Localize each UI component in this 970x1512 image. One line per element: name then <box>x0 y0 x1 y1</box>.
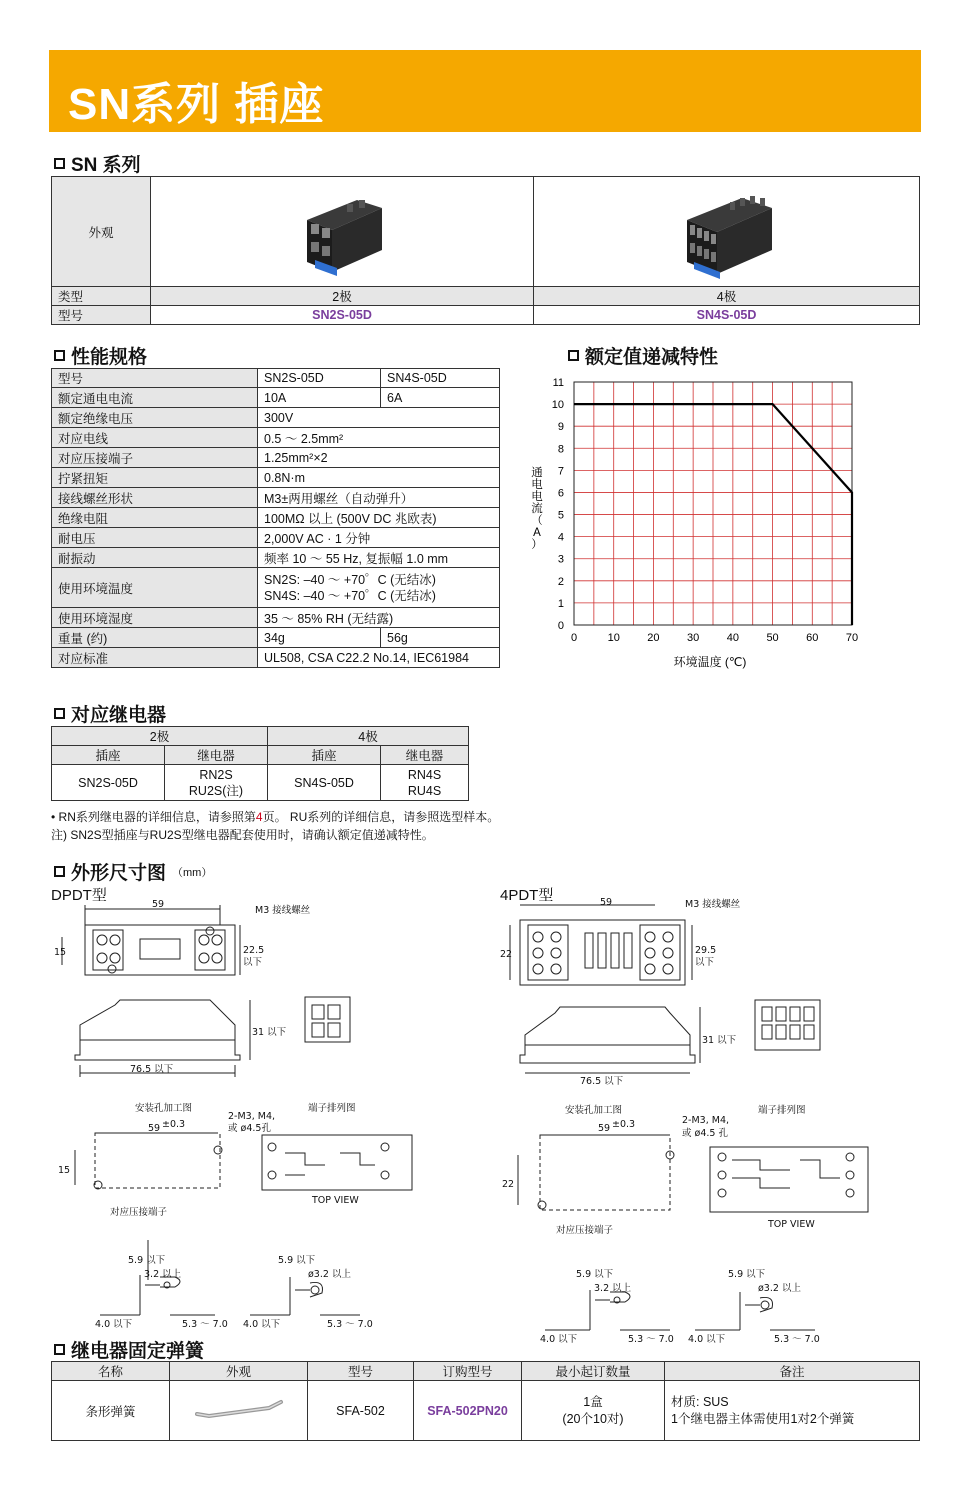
4pdt-mount-holes: 2-M3, M4, <box>682 1115 730 1126</box>
relay-col-relay: 继电器 <box>381 746 469 765</box>
relay-notes <box>51 808 931 844</box>
4pdt-label: 4PDT型 <box>500 887 554 904</box>
y-label-char: A <box>533 527 541 539</box>
perf-label: 对应电线 <box>52 428 258 448</box>
spring-remark-usage: 1个继电器主体需使用1对2个弹簧 <box>671 1411 855 1426</box>
x-tick-label: 10 <box>607 632 620 644</box>
perf-value: 0.5 ～ 2.5mm² <box>258 428 500 448</box>
dim-dpdt-crimp2-32: ø3.2 以上 <box>308 1269 351 1280</box>
dim-dpdt-crimp-40: 4.0 以下 <box>95 1319 133 1330</box>
perf-label: 重量 (约) <box>52 628 258 648</box>
section-heading-text: 继电器固定弹簧 <box>71 1341 205 1362</box>
temp-sn2s: SN2S: –40 ～ +70゜C (无结冰) <box>264 572 436 587</box>
y-label-char: 通 <box>531 467 543 479</box>
dpdt-terminal-title: 端子排列图 <box>308 1103 356 1114</box>
chart-grid <box>574 382 852 625</box>
spring-order-model: SFA-502PN20 <box>414 1381 522 1441</box>
dim-4pdt-31: 31 以下 <box>702 1035 737 1046</box>
perf-label: 对应标准 <box>52 648 258 668</box>
row-label-type: 类型 <box>52 287 151 306</box>
relay-ru2s: RU2S(注) <box>188 783 244 798</box>
product-image-cell-4pole <box>534 177 920 287</box>
perf-value: 0.8N·m <box>258 468 500 488</box>
spring-image-cell <box>170 1381 308 1441</box>
4pdt-dimension-drawing <box>490 895 930 1350</box>
y-label-char: 电 <box>531 479 543 491</box>
relay-col-socket: 插座 <box>268 746 381 765</box>
note-text: • RN系列继电器的详细信息，请参照第 <box>51 810 256 824</box>
section-heading-relays <box>54 700 166 727</box>
y-label-char: 电 <box>531 491 543 503</box>
perf-label: 使用环境湿度 <box>52 608 258 628</box>
perf-value: 34g <box>258 628 381 648</box>
dpdt-dimension-drawing <box>40 895 480 1335</box>
checkbox-square-icon <box>54 866 65 877</box>
relay-group-4pole: 4极 <box>268 727 469 746</box>
dim-4pdt-mount-59: 59 <box>598 1123 611 1134</box>
type-2pole: 2极 <box>151 287 534 306</box>
spring-table <box>51 1361 920 1441</box>
section-heading-text: 额定值递减特性 <box>585 347 719 368</box>
dim-4pdt-76-5: 76.5 以下 <box>580 1076 624 1087</box>
relay-col-relay: 继电器 <box>165 746 268 765</box>
performance-table <box>51 368 500 668</box>
perf-value: UL508, CSA C22.2 No.14, IEC61984 <box>258 648 500 668</box>
spring-name: 条形弹簧 <box>52 1381 170 1441</box>
dim-4pdt-crimp-53: 5.3 ～ 7.0 <box>628 1334 674 1345</box>
model-2pole: SN2S-05D <box>151 306 534 325</box>
dpdt-mount-holes-alt: 或 ø4.5孔 <box>228 1123 271 1134</box>
y-tick-label: 2 <box>557 575 564 588</box>
dim-dpdt-crimp-53: 5.3 ～ 7.0 <box>182 1319 228 1330</box>
y-tick-label: 3 <box>557 553 564 566</box>
dim-4pdt-crimp-32: 3.2 以上 <box>594 1283 632 1294</box>
spring-col-model: 型号 <box>308 1362 414 1381</box>
4pdt-crimp-2 <box>745 1297 773 1312</box>
perf-value: 100MΩ 以上 (500V DC 兆欧表) <box>258 508 500 528</box>
spring-min-qty <box>522 1381 665 1441</box>
spring-col-min-qty: 最小起订数量 <box>522 1362 665 1381</box>
checkbox-square-icon <box>54 708 65 719</box>
dpdt-crimp-2 <box>295 1282 323 1297</box>
dim-dpdt-crimp-59: 5.9 以下 <box>128 1255 166 1266</box>
y-tick-label: 10 <box>551 399 564 412</box>
perf-value: M3±两用螺丝（自动弹升） <box>258 488 500 508</box>
section-heading-text: SN 系列 <box>71 155 141 176</box>
spring-col-appearance: 外观 <box>170 1362 308 1381</box>
dpdt-mount-holes: 2-M3, M4, <box>228 1111 276 1122</box>
dim-dpdt-screw: M3 接线螺丝 <box>255 905 311 916</box>
dim-4pdt-crimp2-32: ø3.2 以上 <box>758 1283 801 1294</box>
spring-remarks <box>665 1381 920 1441</box>
dim-4pdt-crimp2-59: 5.9 以下 <box>728 1269 766 1280</box>
dpdt-mount-title: 安装孔加工图 <box>135 1103 193 1114</box>
socket-2pole-photo-icon <box>287 180 397 280</box>
dim-4pdt-tol: ±0.3 <box>612 1119 636 1130</box>
y-tick-label: 11 <box>552 377 564 389</box>
x-tick-label: 60 <box>806 632 819 644</box>
row-label-appearance: 外观 <box>52 177 151 287</box>
section-heading-dimensions <box>54 858 212 885</box>
dpdt-crimp-title: 对应压接端子 <box>110 1207 168 1218</box>
relay-col-socket: 插座 <box>52 746 165 765</box>
section-heading-text: 对应继电器 <box>71 705 167 726</box>
section-heading-performance <box>54 342 147 369</box>
relay-ru4s: RU4S <box>407 783 442 798</box>
dpdt-side-outline <box>75 1000 240 1060</box>
section-heading-derating <box>568 342 718 369</box>
perf-value: 10A <box>258 388 381 408</box>
relay-note-1 <box>51 808 931 826</box>
note-page-number: 4 <box>255 810 263 824</box>
perf-value: 频率 10 ～ 55 Hz, 复振幅 1.0 mm <box>258 548 500 568</box>
relays-table <box>51 726 469 801</box>
chart-y-label <box>531 466 543 551</box>
dim-dpdt-le: 以下 <box>243 957 263 968</box>
y-label-char: （ <box>531 515 543 527</box>
dim-dpdt-22-5: 22.5 <box>243 945 265 956</box>
spring-col-remarks: 备注 <box>665 1362 920 1381</box>
row-label-model: 型号 <box>52 306 151 325</box>
4pdt-crimp-title: 对应压接端子 <box>556 1225 614 1236</box>
sn-series-table <box>51 176 920 325</box>
relay-relays-4pole <box>381 765 469 801</box>
perf-value: SN2S-05D <box>258 369 381 388</box>
perf-value: 56g <box>381 628 500 648</box>
relay-socket-2pole: SN2S-05D <box>52 765 165 801</box>
dim-dpdt-crimp2-40: 4.0 以下 <box>243 1319 281 1330</box>
y-tick-label: 4 <box>557 531 564 544</box>
dimensions-unit: （mm） <box>172 866 213 879</box>
dim-4pdt-crimp-40: 4.0 以下 <box>540 1334 578 1345</box>
perf-label: 额定绝缘电压 <box>52 408 258 428</box>
dim-4pdt-22: 22 <box>500 949 513 960</box>
relay-socket-4pole: SN4S-05D <box>268 765 381 801</box>
4pdt-top-outline <box>520 920 685 985</box>
dim-4pdt-crimp2-40: 4.0 以下 <box>688 1334 726 1345</box>
4pdt-terminal-layout <box>710 1147 868 1212</box>
dim-dpdt-crimp-32: 3.2 以上 <box>144 1269 182 1280</box>
dpdt-label: DPDT型 <box>51 887 107 904</box>
temp-sn4s: SN4S: –40 ～ +70゜C (无结冰) <box>264 588 436 603</box>
dim-dpdt-crimp2-59: 5.9 以下 <box>278 1255 316 1266</box>
x-tick-label: 40 <box>726 632 739 644</box>
x-tick-label: 70 <box>845 632 859 644</box>
perf-value-temp <box>258 568 500 608</box>
perf-value: 35 ～ 85% RH (无结露) <box>258 608 500 628</box>
section-heading-spring <box>54 1336 204 1363</box>
4pdt-top-view-label: TOP VIEW <box>768 1219 815 1230</box>
perf-label: 额定通电电流 <box>52 388 258 408</box>
4pdt-terminal-title: 端子排列图 <box>758 1105 806 1116</box>
perf-label: 对应压接端子 <box>52 448 258 468</box>
note-text: 页。 RU系列的详细信息，请参照选型样本。 <box>262 810 500 824</box>
perf-label: 绝缘电阻 <box>52 508 258 528</box>
dim-dpdt-mount-59: 59 <box>148 1123 161 1134</box>
y-tick-label: 1 <box>557 597 564 610</box>
x-tick-label: 0 <box>570 632 578 644</box>
dim-4pdt-59: 59 <box>600 897 613 908</box>
dpdt-terminal-layout <box>262 1135 412 1190</box>
4pdt-mount-title: 安装孔加工图 <box>565 1105 623 1116</box>
section-heading-sn-series <box>54 150 141 177</box>
dim-dpdt-crimp2-53: 5.3 ～ 7.0 <box>327 1319 373 1330</box>
4pdt-side-outline <box>520 1007 695 1063</box>
section-heading-text: 外形尺寸图 <box>71 863 167 884</box>
y-tick-label: 0 <box>557 620 564 632</box>
y-label-char: ） <box>531 539 543 551</box>
y-label-char: 流 <box>531 503 543 515</box>
dim-dpdt-76-5: 76.5 以下 <box>130 1064 174 1075</box>
section-heading-text: 性能规格 <box>71 347 148 368</box>
dim-4pdt-crimp-59: 5.9 以下 <box>576 1269 614 1280</box>
perf-label: 接线螺丝形状 <box>52 488 258 508</box>
type-4pole: 4极 <box>534 287 920 306</box>
y-tick-label: 6 <box>557 487 564 500</box>
relay-note-2: 注) SN2S型插座与RU2S型继电器配套使用时，请确认额定值递减特性。 <box>51 828 434 842</box>
spring-model: SFA-502 <box>308 1381 414 1441</box>
perf-label: 耐电压 <box>52 528 258 548</box>
spring-col-name: 名称 <box>52 1362 170 1381</box>
dim-4pdt-29-5: 29.5 <box>695 945 717 956</box>
perf-value: 6A <box>381 388 500 408</box>
x-tick-label: 30 <box>687 632 700 644</box>
model-4pole: SN4S-05D <box>534 306 920 325</box>
perf-value: SN4S-05D <box>381 369 500 388</box>
socket-4pole-photo-icon <box>672 180 782 280</box>
perf-value: 2,000V AC · 1 分钟 <box>258 528 500 548</box>
relay-relays-2pole <box>165 765 268 801</box>
spring-min-qty-value: 1盒 <box>583 1394 603 1409</box>
perf-label: 使用环境温度 <box>52 568 258 608</box>
derating-chart <box>520 368 920 678</box>
dim-dpdt-31: 31 以下 <box>252 1027 287 1038</box>
x-tick-label: 20 <box>647 632 660 644</box>
relay-group-2pole: 2极 <box>52 727 268 746</box>
dim-4pdt-crimp2-53: 5.3 ～ 7.0 <box>774 1334 820 1345</box>
y-tick-label: 8 <box>557 443 564 456</box>
product-image-cell-2pole <box>151 177 534 287</box>
4pdt-mount-outline <box>540 1135 670 1210</box>
spring-remark-material: 材质: SUS <box>671 1394 729 1409</box>
perf-value: 1.25mm²×2 <box>258 448 500 468</box>
relay-rn4s: RN4S <box>407 767 442 782</box>
dpdt-mount-outline <box>95 1133 220 1188</box>
dim-4pdt-screw: M3 接线螺丝 <box>685 899 741 910</box>
perf-value: 300V <box>258 408 500 428</box>
dim-4pdt-le: 以下 <box>695 957 715 968</box>
dim-dpdt-tol: ±0.3 <box>162 1119 186 1130</box>
dim-4pdt-mount-22: 22 <box>502 1179 515 1190</box>
chart-x-label: 环境温度 (℃) <box>673 655 747 669</box>
spring-min-qty-detail: (20个10对) <box>562 1411 624 1426</box>
y-tick-label: 7 <box>557 465 564 478</box>
checkbox-square-icon <box>54 350 65 361</box>
4pdt-mount-holes-alt: 或 ø4.5 孔 <box>682 1128 728 1139</box>
perf-label: 耐振动 <box>52 548 258 568</box>
spring-col-order-model: 订购型号 <box>414 1362 522 1381</box>
dim-dpdt-mount-15: 15 <box>58 1165 71 1176</box>
dim-dpdt-59: 59 <box>152 899 165 910</box>
y-tick-label: 9 <box>557 421 564 434</box>
bar-spring-photo-icon <box>189 1394 289 1424</box>
dpdt-top-outline <box>85 925 235 975</box>
dpdt-top-view-label: TOP VIEW <box>312 1195 359 1206</box>
perf-label: 型号 <box>52 369 258 388</box>
relay-rn2s: RN2S <box>199 767 233 782</box>
dim-dpdt-15: 15 <box>54 947 67 958</box>
y-tick-label: 5 <box>557 509 564 522</box>
perf-label: 拧紧扭矩 <box>52 468 258 488</box>
checkbox-square-icon <box>54 158 65 169</box>
checkbox-square-icon <box>568 350 579 361</box>
x-tick-label: 50 <box>766 632 779 644</box>
page-title: SN系列 插座 <box>68 80 325 129</box>
checkbox-square-icon <box>54 1344 65 1355</box>
